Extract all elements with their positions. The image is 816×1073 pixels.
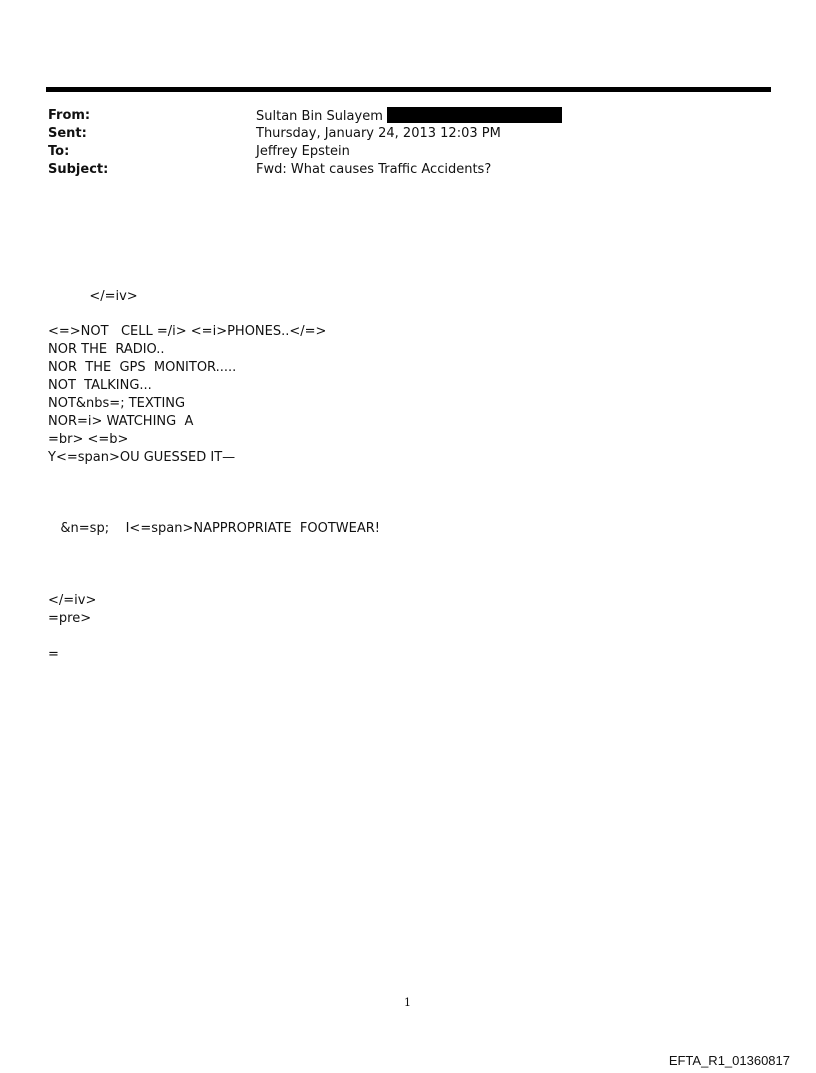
from-label: From:: [48, 108, 91, 123]
body-line-3: NOR THE GPS MONITOR.....: [48, 360, 237, 375]
to-row: [48, 143, 748, 161]
to-value: Jeffrey Epstein: [256, 144, 350, 159]
subject-label: Subject:: [48, 162, 109, 177]
header-rule: [46, 87, 771, 92]
sent-value: Thursday, January 24, 2013 12:03 PM: [256, 126, 501, 141]
body-line-5: NOT&nbs=; TEXTING: [48, 396, 186, 411]
body-line-div-close: </=iv>: [48, 289, 138, 304]
body-line-6: NOR=i> WATCHING A: [48, 414, 194, 429]
body-line-7: =br> <=b>: [48, 432, 129, 447]
body-line-8: Y<=span>OU GUESSED IT—: [48, 450, 236, 465]
sent-row: [48, 125, 748, 143]
body-line-10: </=iv>: [48, 593, 97, 608]
body-line-12: =: [48, 647, 59, 662]
body-line-1: <=>NOT CELL =/i> <=i>PHONES..</=>: [48, 324, 327, 339]
sent-label: Sent:: [48, 126, 87, 141]
page-number: 1: [404, 996, 411, 1009]
body-line-4: NOT TALKING...: [48, 378, 152, 393]
body-line-9: &n=sp; I<=span>NAPPROPRIATE FOOTWEAR!: [48, 521, 381, 536]
document-id: EFTA_R1_01360817: [668, 1053, 790, 1068]
subject-row: [48, 161, 748, 179]
to-label: To:: [48, 144, 70, 159]
sender-name: Sultan Bin Sulayem: [256, 109, 383, 124]
subject-value: Fwd: What causes Traffic Accidents?: [256, 162, 492, 177]
body-line-2: NOR THE RADIO..: [48, 342, 165, 357]
redaction-block: [387, 107, 562, 123]
from-row: [48, 107, 748, 125]
from-value: [256, 107, 562, 126]
body-line-11: =pre>: [48, 611, 92, 626]
